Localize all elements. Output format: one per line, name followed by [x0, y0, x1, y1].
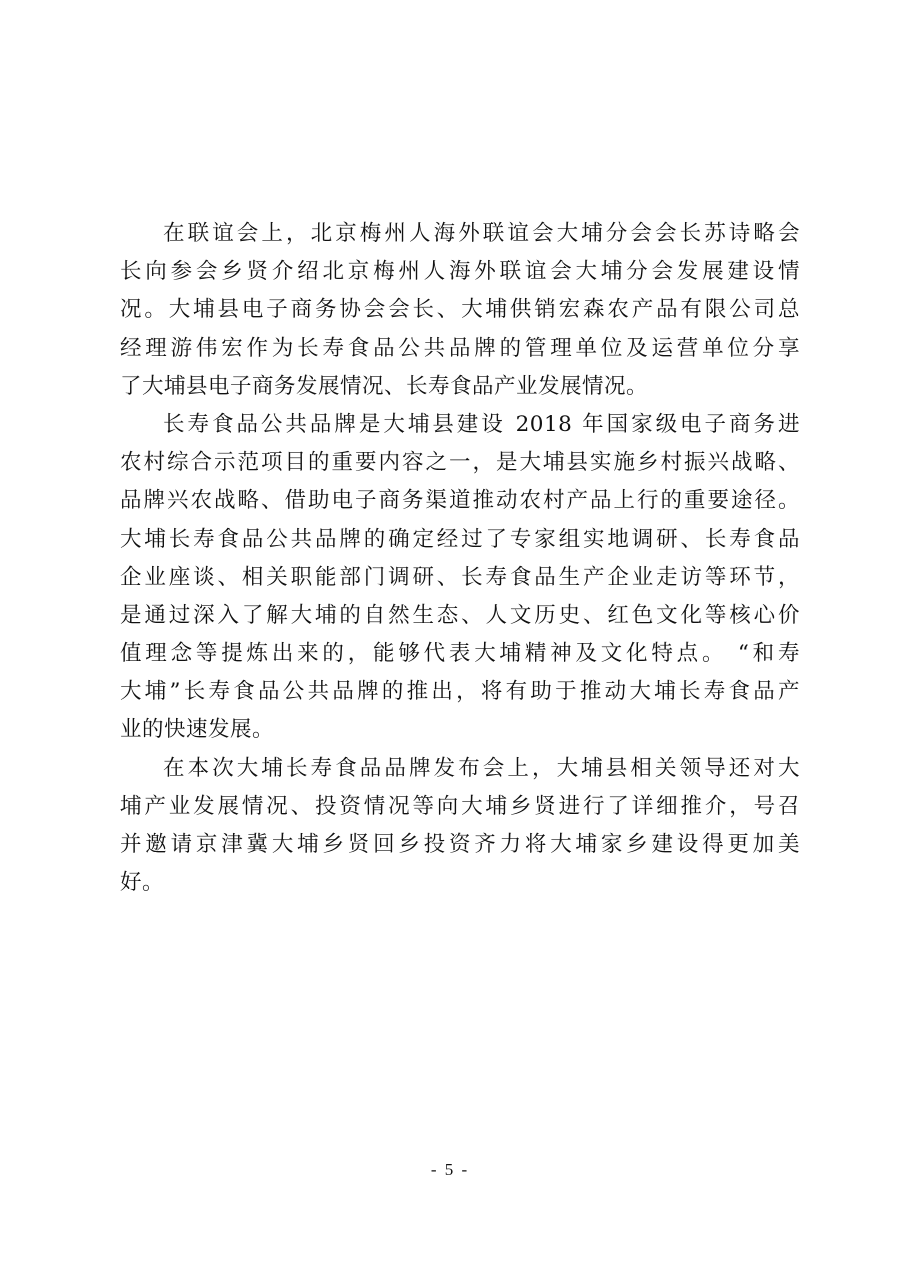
- paragraph-1: [120, 215, 800, 406]
- text-line: 品牌兴农战略、借助电子商务渠道推动农村产品上行的重要途径。: [120, 488, 800, 514]
- text-line: 长寿食品公共品牌是大埔县建设 2018 年国家级电子商务进: [163, 411, 800, 437]
- text-line: 是通过深入了解大埔的自然生态、人文历史、红色文化等核心价: [120, 602, 800, 628]
- paragraph-3: [120, 750, 800, 903]
- text-line: 埔产业发展情况、投资情况等向大埔乡贤进行了详细推介，号召: [120, 793, 800, 819]
- text-line: 农村综合示范项目的重要内容之一，是大埔县实施乡村振兴战略、: [120, 450, 800, 476]
- paragraph-2: [120, 406, 800, 750]
- text-line: 在联谊会上，北京梅州人海外联谊会大埔分会会长苏诗略会: [163, 221, 800, 246]
- text-line: 企业座谈、相关职能部门调研、长寿食品生产企业走访等环节，: [120, 564, 800, 590]
- text-line: 并邀请京津冀大埔乡贤回乡投资齐力将大埔家乡建设得更加美: [120, 832, 800, 857]
- body-text: [120, 215, 800, 902]
- text-line: 经理游伟宏作为长寿食品公共品牌的管理单位及运营单位分享: [120, 335, 800, 361]
- text-line: 大埔长寿食品公共品牌的确定经过了专家组实地调研、长寿食品: [120, 526, 800, 552]
- text-line: 好。: [120, 870, 165, 896]
- text-line: 长向参会乡贤介绍北京梅州人海外联谊会大埔分会发展建设情: [120, 259, 800, 285]
- text-line: 大埔”长寿食品公共品牌的推出，将有助于推动大埔长寿食品产: [120, 679, 800, 705]
- text-line: 况。大埔县电子商务协会会长、大埔供销宏森农产品有限公司总: [120, 297, 800, 323]
- text-line: 在本次大埔长寿食品品牌发布会上，大埔县相关领导还对大: [163, 755, 800, 781]
- text-line: 业的快速发展。: [120, 717, 275, 743]
- page-number: - 5 -: [430, 1160, 470, 1179]
- text-line: 了大埔县电子商务发展情况、长寿食品产业发展情况。: [120, 373, 649, 399]
- text-line: 值理念等提炼出来的，能够代表大埔精神及文化特点。 “和寿: [120, 641, 800, 667]
